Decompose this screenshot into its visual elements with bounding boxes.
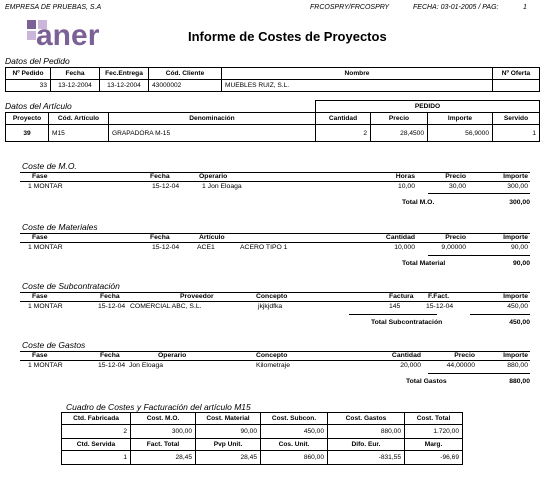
mo-operario: 1 Jon Eloaga <box>202 183 242 190</box>
sub-col-factura: Factura <box>389 293 414 300</box>
mat-total-line <box>428 255 530 256</box>
sub-fecha: 15-12-04 <box>98 303 126 310</box>
logo-square-icon <box>27 20 36 29</box>
pedido-num: 33 <box>6 80 51 92</box>
mat-importe: 90,00 <box>510 244 528 251</box>
program-code: FRCOSPRY/FRCOSPRY <box>310 4 390 11</box>
cuadro-pvp-unit: 28,45 <box>196 451 261 465</box>
gas-col-precio: Precio <box>454 352 475 359</box>
mo-total-line <box>428 193 530 194</box>
gas-col-operario: Operario <box>158 352 187 359</box>
mat-row <box>20 244 530 254</box>
mo-col-importe: Importe <box>503 173 528 180</box>
cuadro-cos-unit-label: Cos. Unit. <box>261 439 328 451</box>
col-fecha: Fecha <box>51 68 100 80</box>
sub-total: 450,00 <box>509 319 530 326</box>
gas-col-fecha: Fecha <box>100 352 120 359</box>
sub-col-importe: Importe <box>503 293 528 300</box>
gas-fase: 1 MONTAR <box>28 362 63 369</box>
logo-square-icon <box>27 31 36 40</box>
mo-total-label: Total M.O. <box>402 199 435 206</box>
cuadro-ctd-fabricada: 2 <box>62 425 131 439</box>
cuadro-cost-material: 90,00 <box>196 425 261 439</box>
col-cod-cliente: Cód. Cliente <box>149 68 222 80</box>
pedido-fecha: 13-12-2004 <box>51 80 100 92</box>
gas-fecha: 15-12-04 <box>98 362 126 369</box>
gas-col-importe: Importe <box>503 352 528 359</box>
cuadro-difo-eur: -831,55 <box>328 451 405 465</box>
mat-col-precio: Precio <box>445 234 466 241</box>
section-subcontratacion: Coste de Subcontratación <box>22 281 120 291</box>
cuadro-marg-label: Marg. <box>405 439 463 451</box>
sub-proveedor: COMERCIAL ABC, S.L. <box>130 303 202 310</box>
mat-col-importe: Importe <box>503 234 528 241</box>
col-denominacion: Denominación <box>109 113 316 125</box>
logo-text: aner <box>36 19 100 52</box>
gas-cantidad: 20,000 <box>400 362 421 369</box>
mo-col-operario: Operario <box>199 173 228 180</box>
sub-col-fecha: Fecha <box>100 293 120 300</box>
mat-fecha: 15-12-04 <box>152 244 180 251</box>
sub-col-fase: Fase <box>32 293 48 300</box>
cuadro-cost-mo-label: Cost. M.O. <box>131 413 196 425</box>
gas-row <box>20 362 530 372</box>
articulo-proyecto: 39 <box>6 125 49 142</box>
mo-precio: 30,00 <box>448 183 466 190</box>
gas-operario: Jon Eloaga <box>129 362 164 369</box>
cuadro-ctd-servida-label: Ctd. Servida <box>62 439 131 451</box>
mat-fase: 1 MONTAR <box>28 244 63 251</box>
mat-articulo: ACE1 <box>197 244 215 251</box>
mat-total-label: Total Material <box>402 260 446 267</box>
col-proyecto: Proyecto <box>6 113 49 125</box>
section-pedido: Datos del Pedido <box>5 56 70 66</box>
sub-header <box>20 292 530 302</box>
articulo-cantidad: 2 <box>316 125 371 142</box>
sub-col-proveedor: Proveedor <box>180 293 214 300</box>
mat-header <box>20 233 530 243</box>
section-articulo: Datos del Artículo <box>5 101 72 111</box>
mo-header <box>20 172 530 182</box>
cuadro-difo-eur-label: Difo. Eur. <box>328 439 405 451</box>
gas-col-concepto: Concepto <box>256 352 288 359</box>
gas-concepto: Kilometraje <box>256 362 290 369</box>
cuadro-cos-unit: 860,00 <box>261 451 328 465</box>
mo-fase: 1 MONTAR <box>28 183 63 190</box>
mat-total: 90,00 <box>512 260 530 267</box>
cuadro-cost-mo: 300,00 <box>131 425 196 439</box>
mat-col-fase: Fase <box>32 234 48 241</box>
mat-col-fecha: Fecha <box>150 234 170 241</box>
articulo-denom: GRAPADORA M-15 <box>109 125 316 142</box>
section-mo: Coste de M.O. <box>22 161 77 171</box>
mo-col-horas: Horas <box>395 173 415 180</box>
mo-col-fecha: Fecha <box>150 173 170 180</box>
pedido-nombre: MUEBLES RUIZ, S.L. <box>222 80 493 92</box>
col-servido: Servido <box>493 113 540 125</box>
cuadro-pvp-unit-label: Pvp Unit. <box>196 439 261 451</box>
gas-total-label: Total Gastos <box>406 378 447 385</box>
report-date: FECHA: 03-01-2005 / PAG: <box>413 4 499 11</box>
cuadro-cost-gastos-label: Cost. Gastos <box>328 413 405 425</box>
section-materiales: Coste de Materiales <box>22 222 98 232</box>
col-cod-articulo: Cód. Artículo <box>49 113 109 125</box>
cuadro-cost-total: 1.720,00 <box>405 425 463 439</box>
mat-col-articulo: Artículo <box>199 234 225 241</box>
company-name: EMPRESA DE PRUEBAS, S.A <box>5 4 102 11</box>
cuadro-cost-total-label: Cost. Total <box>405 413 463 425</box>
articulo-servido: 1 <box>493 125 540 142</box>
gas-header <box>20 351 530 361</box>
cuadro-cost-subcon-label: Cost. Subcon. <box>261 413 328 425</box>
gas-importe: 880,00 <box>507 362 528 369</box>
cuadro-fact-total: 28,45 <box>131 451 196 465</box>
col-num-pedido: Nº Pedido <box>6 68 51 80</box>
articulo-precio: 28,4500 <box>371 125 428 142</box>
report-title: Informe de Costes de Proyectos <box>188 29 387 44</box>
cuadro-ctd-fabricada-label: Ctd. Fabricada <box>62 413 131 425</box>
pedido-cliente: 43000002 <box>149 80 222 92</box>
mat-col-cantidad: Cantidad <box>385 234 415 241</box>
sub-total-label: Total Subcontratación <box>371 319 443 326</box>
gas-col-cantidad: Cantidad <box>391 352 421 359</box>
articulo-cod: M15 <box>49 125 109 142</box>
pedido-oferta <box>493 80 540 92</box>
col-importe: Importe <box>428 113 493 125</box>
section-cuadro: Cuadro de Costes y Facturación del artículo M15 <box>66 402 251 412</box>
cuadro-cost-gastos: 880,00 <box>328 425 405 439</box>
col-fec-entrega: Fec.Entrega <box>100 68 149 80</box>
cuadro-cost-subcon: 450,00 <box>261 425 328 439</box>
pedido-entrega: 13-12-2004 <box>100 80 149 92</box>
cuadro-fact-total-label: Fact. Total <box>131 439 196 451</box>
gas-precio: 44,00000 <box>446 362 475 369</box>
col-cantidad: Cantidad <box>316 113 371 125</box>
gas-total: 880,00 <box>509 378 530 385</box>
mo-horas: 10,00 <box>397 183 415 190</box>
mat-precio: 9,00000 <box>441 244 466 251</box>
col-num-oferta: Nº Oferta <box>493 68 540 80</box>
pedido-table <box>5 67 540 92</box>
mo-importe: 300,00 <box>507 183 528 190</box>
sub-total-line-a <box>349 314 437 315</box>
page-number: 1 <box>523 4 527 11</box>
pedido-group-header: PEDIDO <box>316 101 540 113</box>
sub-factura: 145 <box>389 303 401 310</box>
sub-importe: 450,00 <box>507 303 528 310</box>
cuadro-marg: -96,69 <box>405 451 463 465</box>
mo-col-fase: Fase <box>32 173 48 180</box>
mat-cantidad: 10,000 <box>394 244 415 251</box>
mo-row <box>20 183 530 193</box>
mo-col-precio: Precio <box>445 173 466 180</box>
section-gastos: Coste de Gastos <box>22 340 86 350</box>
sub-ffact: 15-12-04 <box>426 303 454 310</box>
sub-concepto: jkjkjdfka <box>258 303 283 310</box>
col-precio: Precio <box>371 113 428 125</box>
gas-col-fase: Fase <box>32 352 48 359</box>
mo-fecha: 15-12-04 <box>152 183 180 190</box>
cuadro-cost-material-label: Cost. Material <box>196 413 261 425</box>
articulo-table <box>5 100 540 142</box>
col-nombre: Nombre <box>222 68 493 80</box>
mat-desc: ACERO TIPO 1 <box>240 244 288 251</box>
sub-col-ffact: F.Fact. <box>428 293 450 300</box>
cuadro-ctd-servida: 1 <box>62 451 131 465</box>
sub-col-concepto: Concepto <box>256 293 288 300</box>
articulo-importe: 56,9000 <box>428 125 493 142</box>
cuadro-table <box>61 412 463 465</box>
sub-total-line-b <box>470 314 530 315</box>
gas-total-line <box>428 373 530 374</box>
mo-total: 300,00 <box>509 199 530 206</box>
sub-fase: 1 MONTAR <box>28 303 63 310</box>
sub-row <box>20 303 530 313</box>
